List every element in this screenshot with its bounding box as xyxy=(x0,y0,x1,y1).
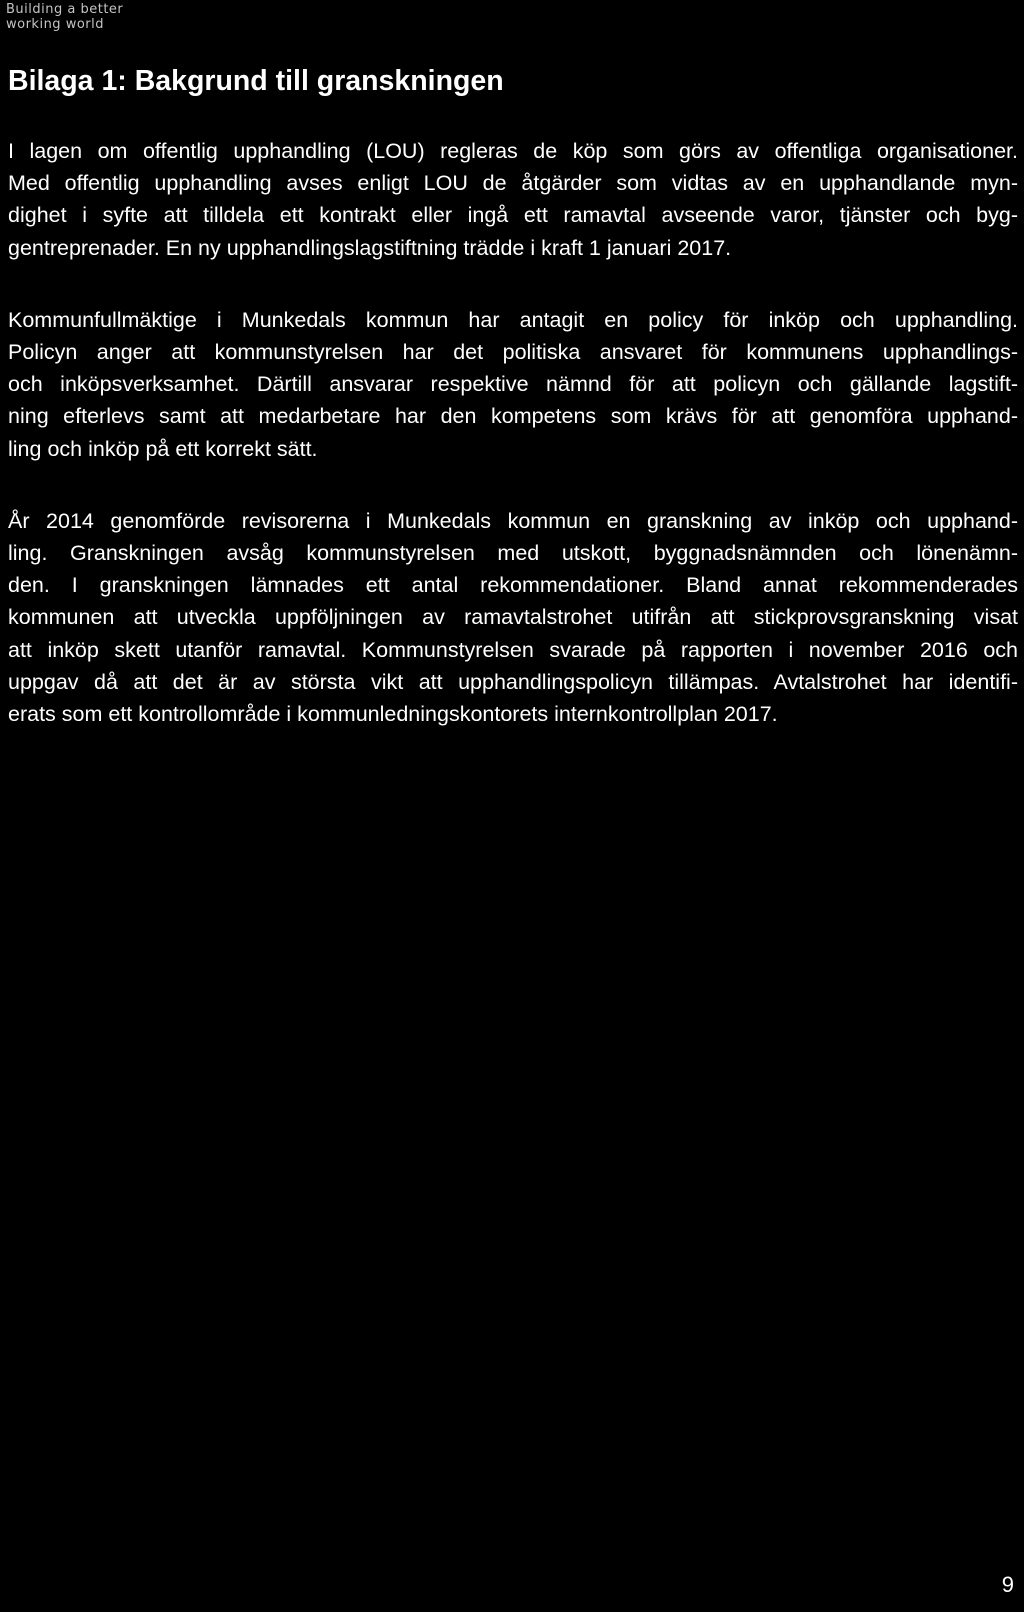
paragraph-line: kommunen att utveckla uppföljningen av ramavtalstrohet utifrån att stickprovsgranskning visat xyxy=(8,605,1018,630)
paragraph-line: dighet i syfte att tilldela ett kontrakt eller ingå ett ramavtal avseende varor, tjänster och byg- xyxy=(8,203,1018,228)
body-text xyxy=(8,135,1018,770)
paragraph-line: den. I granskningen lämnades ett antal rekommendationer. Bland annat rekommenderades xyxy=(8,573,1018,598)
paragraph-line: ning efterlevs samt att medarbetare har den kompetens som krävs för att genomföra upphand- xyxy=(8,404,1018,429)
paragraph-line: I lagen om offentlig upphandling (LOU) regleras de köp som görs av offentliga organisationer. xyxy=(8,139,1018,163)
page-number: 9 xyxy=(1001,1572,1014,1597)
page-title: Bilaga 1: Bakgrund till granskningen xyxy=(8,65,504,97)
paragraph-line: År 2014 genomförde revisorerna i Munkedals kommun en granskning av inköp och upphand- xyxy=(8,508,1018,533)
paragraph-1 xyxy=(8,135,1018,264)
tagline-line-2: working world xyxy=(6,17,104,32)
header-tagline xyxy=(6,2,123,32)
paragraph-line: och inköpsverksamhet. Därtill ansvarar respektive nämnd för att policyn och gällande lagstift- xyxy=(8,372,1018,397)
paragraph-2 xyxy=(8,304,1018,465)
paragraph-line: gentreprenader. En ny upphandlingslagstiftning trädde i kraft 1 januari 2017. xyxy=(8,235,732,260)
tagline-line-1: Building a better xyxy=(6,2,124,17)
paragraph-line: uppgav då att det är av största vikt att upphandlingspolicyn tillämpas. Avtalstrohet har identifi- xyxy=(8,669,1018,694)
paragraph-line: att inköp skett utanför ramavtal. Kommunstyrelsen svarade på rapporten i november 2016 och xyxy=(8,637,1018,662)
paragraph-line: ling och inköp på ett korrekt sätt. xyxy=(8,436,318,461)
paragraph-3 xyxy=(8,505,1018,730)
paragraph-line: Kommunfullmäktige i Munkedals kommun har antagit en policy för inköp och upphandling. xyxy=(8,307,1018,332)
paragraph-line: Med offentlig upphandling avses enligt LOU de åtgärder som vidtas av en upphandlande myn- xyxy=(8,171,1018,196)
paragraph-line: erats som ett kontrollområde i kommunledningskontorets internkontrollplan 2017. xyxy=(8,702,778,727)
paragraph-line: Policyn anger att kommunstyrelsen har det politiska ansvaret för kommunens upphandlings- xyxy=(8,340,1018,365)
paragraph-line: ling. Granskningen avsåg kommunstyrelsen med utskott, byggnadsnämnden och lönenämn- xyxy=(8,541,1018,566)
